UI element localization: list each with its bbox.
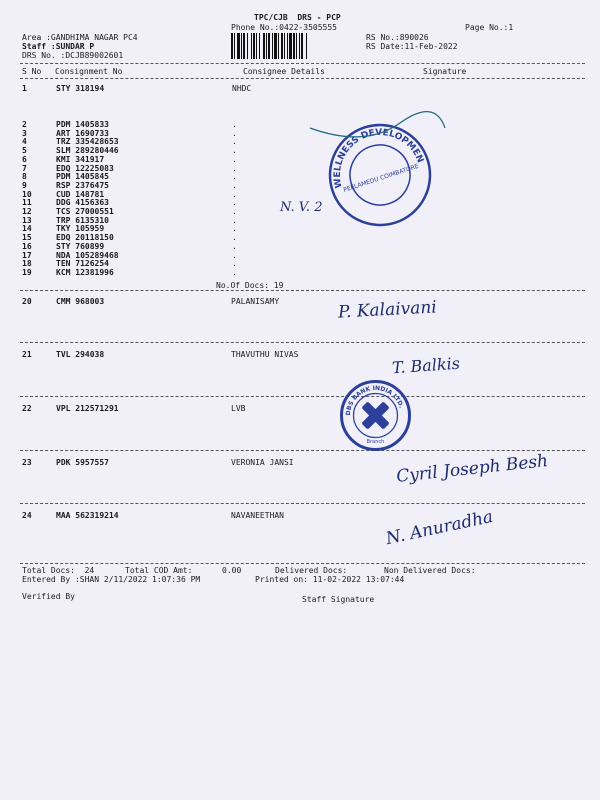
column-consignment: Consignment No bbox=[55, 67, 123, 76]
row-consignment: TCS 27000551 bbox=[56, 207, 114, 216]
row-consignee: . bbox=[232, 154, 237, 164]
row-consignee: . bbox=[232, 180, 237, 190]
row-sno: 5 bbox=[22, 146, 27, 156]
entered-by: Entered By :SHAN 2/11/2022 1:07:36 PM bbox=[22, 575, 201, 584]
row-consignee: . bbox=[232, 250, 237, 260]
divider bbox=[20, 563, 585, 564]
row-consignment: NDA 105289468 bbox=[56, 250, 119, 260]
signature-group1: N. V. 2 bbox=[280, 200, 323, 215]
row-consignee: . bbox=[232, 198, 237, 208]
row-sno: 24 bbox=[22, 511, 32, 520]
row-consignee: . bbox=[232, 259, 237, 269]
handwritten-signature: T. Balkis bbox=[391, 353, 461, 378]
column-sno: S No bbox=[22, 67, 42, 76]
total-cod-label: Total COD Amt: bbox=[125, 566, 193, 575]
handwritten-signature: P. Kalaivani bbox=[337, 297, 438, 323]
row-consignee: . bbox=[232, 163, 237, 173]
row-consignee: . bbox=[232, 146, 237, 156]
row-sno: 13 bbox=[22, 215, 32, 225]
row-sno: 17 bbox=[22, 250, 32, 260]
row-consignee: . bbox=[232, 267, 237, 277]
row-consignment: PDK 5957557 bbox=[56, 458, 109, 467]
row-sno: 23 bbox=[22, 458, 32, 467]
row-consignment: MAA 562319214 bbox=[56, 511, 119, 520]
row-sno: 1 bbox=[22, 84, 27, 93]
verified-by: Verified By bbox=[22, 592, 75, 601]
delivered-docs: Delivered Docs: bbox=[275, 566, 348, 575]
row-consignee: NHDC bbox=[232, 84, 252, 93]
row-sno: 19 bbox=[22, 267, 32, 277]
divider bbox=[20, 63, 585, 64]
stamp-text: WELLNESS DEVELOPMENT bbox=[332, 127, 425, 189]
table-row bbox=[0, 268, 600, 278]
row-consignment: TKY 105959 bbox=[56, 224, 105, 234]
row-consignee: . bbox=[232, 207, 237, 216]
row-consignment: STY 318194 bbox=[56, 84, 105, 93]
table-row bbox=[0, 350, 600, 360]
no-of-docs: No.Of Docs: 19 bbox=[216, 281, 284, 290]
row-consignment: KMI 341917 bbox=[56, 154, 105, 164]
row-consignment: TRP 6135310 bbox=[56, 215, 109, 225]
handwritten-signature: Cyril Joseph Besh bbox=[395, 451, 549, 487]
column-consignee: Consignee Details bbox=[243, 67, 325, 76]
bank-stamp-inner: Branch bbox=[366, 439, 385, 445]
row-consignee: . bbox=[232, 215, 237, 225]
staff-field: Staff :SUNDAR P bbox=[22, 42, 95, 51]
row-consignee: . bbox=[232, 172, 237, 182]
row-consignee: NAVANEETHAN bbox=[231, 511, 284, 520]
phone-number: Phone No.:0422-3505555 bbox=[231, 23, 337, 32]
row-sno: 16 bbox=[22, 241, 32, 251]
row-consignee: LVB bbox=[231, 404, 246, 413]
row-consignment: ART 1690733 bbox=[56, 128, 109, 138]
row-sno: 20 bbox=[22, 297, 32, 306]
row-sno: 9 bbox=[22, 180, 27, 190]
row-sno: 11 bbox=[22, 198, 32, 208]
row-consignment: STY 760899 bbox=[56, 241, 105, 251]
stamp-inner-text: PEELAMEDU COIMBATORE bbox=[342, 162, 420, 194]
document-title: TPC/CJB DRS - PCP bbox=[254, 13, 341, 22]
total-docs: Total Docs: 24 bbox=[22, 566, 95, 575]
row-sno: 12 bbox=[22, 207, 32, 216]
row-consignment: EDQ 12225083 bbox=[56, 163, 114, 173]
drs-number: DRS No. :DCJB89002601 bbox=[22, 51, 124, 60]
table-row bbox=[0, 404, 600, 414]
rs-number: RS No.:890026 bbox=[366, 33, 429, 42]
row-sno: 21 bbox=[22, 350, 32, 359]
row-consignment: DDG 4156363 bbox=[56, 198, 109, 208]
divider bbox=[20, 503, 585, 504]
row-sno: 7 bbox=[22, 163, 27, 173]
row-consignee: . bbox=[232, 128, 237, 138]
company-stamp bbox=[305, 108, 455, 243]
bank-stamp bbox=[338, 378, 413, 453]
divider bbox=[20, 78, 585, 79]
table-row bbox=[0, 84, 600, 94]
row-consignment: PDM 1405845 bbox=[56, 172, 109, 182]
row-consignee: PALANISAMY bbox=[231, 297, 280, 306]
row-consignment: CMM 968003 bbox=[56, 297, 105, 306]
row-consignee: . bbox=[232, 120, 237, 129]
row-consignment: SLM 289280446 bbox=[56, 146, 119, 156]
row-sno: 15 bbox=[22, 233, 32, 243]
row-consignment: CUD 148781 bbox=[56, 189, 105, 199]
row-sno: 10 bbox=[22, 189, 32, 199]
row-sno: 6 bbox=[22, 154, 27, 164]
row-sno: 3 bbox=[22, 128, 27, 138]
printed-on: Printed on: 11-02-2022 13:07:44 bbox=[255, 575, 405, 584]
handwritten-signature: N. Anuradha bbox=[384, 506, 495, 550]
row-consignee: . bbox=[232, 137, 237, 147]
row-consignment: VPL 212571291 bbox=[56, 404, 119, 413]
total-cod-value: 0.00 bbox=[222, 566, 242, 575]
divider bbox=[20, 290, 585, 291]
page-number: Page No.:1 bbox=[465, 23, 514, 32]
barcode bbox=[231, 33, 360, 59]
area-field: Area :GANDHIMA NAGAR PC4 bbox=[22, 33, 138, 42]
row-sno: 14 bbox=[22, 224, 32, 234]
table-row bbox=[0, 297, 600, 307]
row-sno: 18 bbox=[22, 259, 32, 269]
row-consignment: KCM 12381996 bbox=[56, 267, 114, 277]
divider bbox=[20, 342, 585, 343]
row-consignment: RSP 2376475 bbox=[56, 180, 109, 190]
row-consignment: TRZ 335428653 bbox=[56, 137, 119, 147]
row-consignment: EDQ 20118150 bbox=[56, 233, 114, 243]
row-sno: 22 bbox=[22, 404, 32, 413]
row-consignee: . bbox=[232, 224, 237, 234]
row-consignee: . bbox=[232, 189, 237, 199]
rs-date: RS Date:11-Feb-2022 bbox=[366, 42, 458, 51]
table-row bbox=[0, 511, 600, 521]
row-consignee: . bbox=[232, 233, 237, 243]
row-consignment: TEN 7126254 bbox=[56, 259, 109, 269]
row-sno: 8 bbox=[22, 172, 27, 182]
row-consignment: PDM 1405833 bbox=[56, 120, 109, 129]
column-signature: Signature bbox=[423, 67, 467, 76]
row-consignee: . bbox=[232, 241, 237, 251]
bank-stamp-text: DBS BANK INDIA LTD. bbox=[344, 384, 405, 416]
row-sno: 4 bbox=[22, 137, 27, 147]
row-sno: 2 bbox=[22, 120, 27, 129]
divider bbox=[20, 396, 585, 397]
row-consignment: TVL 294038 bbox=[56, 350, 105, 359]
row-consignee: VERONIA JANSI bbox=[231, 458, 294, 467]
staff-signature-label: Staff Signature bbox=[302, 595, 375, 604]
divider bbox=[20, 450, 585, 451]
row-consignee: THAVUTHU NIVAS bbox=[231, 350, 299, 359]
non-delivered-docs: Non Delivered Docs: bbox=[384, 566, 476, 575]
